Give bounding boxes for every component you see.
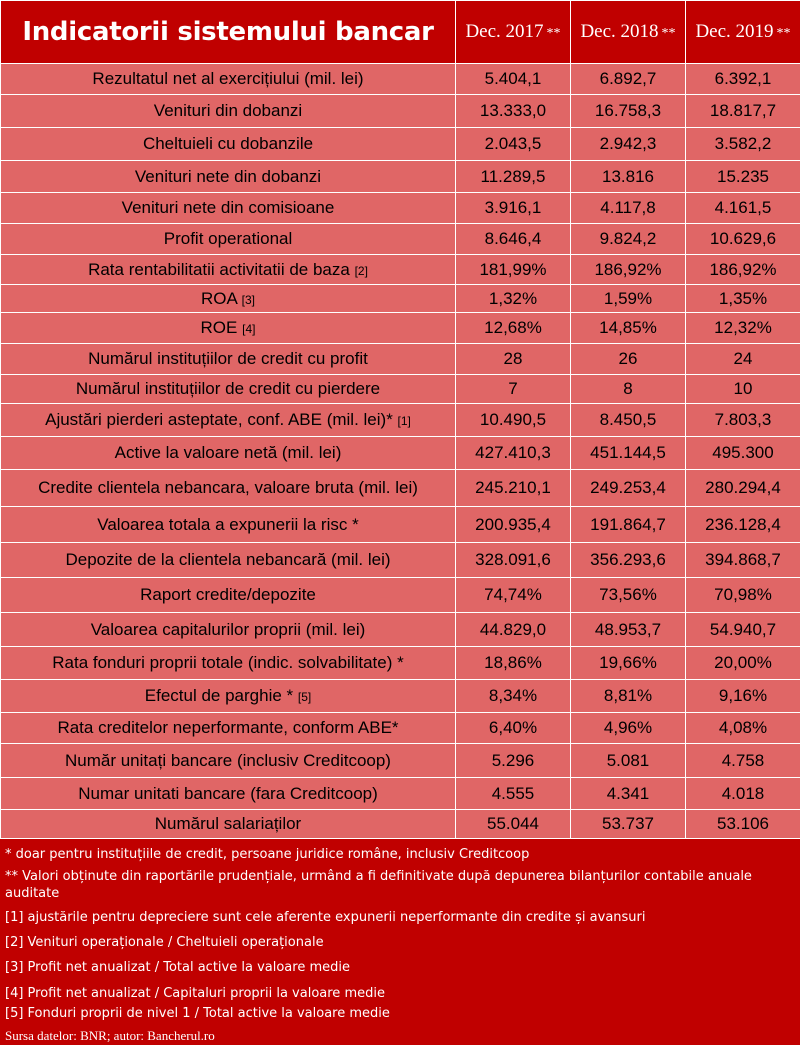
- table-row: [1, 95, 800, 128]
- column-header-2018: [571, 1, 686, 64]
- value-cell: 26: [571, 344, 686, 375]
- value-cell: 245.210,1: [456, 470, 571, 507]
- row-label-cell: [1, 778, 456, 810]
- value-cell: 186,92%: [686, 255, 800, 285]
- column-header-2019: [686, 1, 800, 64]
- row-label-cell: [1, 470, 456, 507]
- footnote: [1] ajustările pentru depreciere sunt cele aferente expunerii neperformante din credite și avansuri: [5, 910, 646, 925]
- value-cell: 15.235: [686, 161, 800, 193]
- table-row: [1, 778, 800, 810]
- table-row: [1, 578, 800, 613]
- column-header-mark: **: [776, 26, 791, 41]
- value-cell: 10: [686, 375, 800, 404]
- row-label-cell: [1, 647, 456, 680]
- value-cell: 5.404,1: [456, 64, 571, 95]
- value-cell: 1,32%: [456, 285, 571, 313]
- value-cell: 181,99%: [456, 255, 571, 285]
- footnote: [4] Profit net anualizat / Capitaluri proprii la valoare medie: [5, 986, 385, 1001]
- row-label: Venituri din dobanzi: [153, 101, 303, 120]
- row-label-cell: [1, 744, 456, 778]
- row-label-cell: [1, 810, 456, 839]
- value-cell: 1,59%: [571, 285, 686, 313]
- column-header-mark: **: [546, 26, 561, 41]
- row-label: ROE: [200, 318, 238, 337]
- row-label-cell: [1, 161, 456, 193]
- table-row: [1, 437, 800, 470]
- value-cell: 200.935,4: [456, 507, 571, 543]
- value-cell: 12,32%: [686, 313, 800, 344]
- value-cell: 3.916,1: [456, 193, 571, 224]
- row-label: Efectul de parghie *: [144, 686, 294, 705]
- value-cell: 4.341: [571, 778, 686, 810]
- value-cell: 8.450,5: [571, 404, 686, 437]
- row-label-cell: [1, 128, 456, 161]
- row-label: Venituri nete din dobanzi: [134, 166, 322, 186]
- table-row: [1, 647, 800, 680]
- row-label: ROA: [201, 288, 237, 308]
- value-cell: 394.868,7: [686, 543, 800, 578]
- footnote: [5] Fonduri proprii de nivel 1 / Total active la valoare medie: [5, 1006, 390, 1021]
- footnotes: [0, 839, 800, 1045]
- value-cell: 191.864,7: [571, 507, 686, 543]
- row-footnote-ref: [5]: [297, 690, 312, 704]
- column-header-label: Dec. 2018: [580, 21, 659, 42]
- row-label-cell: [1, 578, 456, 613]
- table-row: [1, 543, 800, 578]
- row-label: Active la valoare netă (mil. lei): [114, 443, 342, 462]
- row-label: Valoarea capitalurilor proprii (mil. lei): [90, 619, 366, 639]
- table-row: [1, 810, 800, 839]
- footnote: * doar pentru instituțiile de credit, persoane juridice române, inclusiv Creditcoop: [5, 847, 530, 862]
- value-cell: 53.106: [686, 810, 800, 839]
- row-label-cell: [1, 224, 456, 255]
- row-label-cell: [1, 375, 456, 404]
- value-cell: 236.128,4: [686, 507, 800, 543]
- value-cell: 18.817,7: [686, 95, 800, 128]
- row-label-cell: [1, 193, 456, 224]
- value-cell: 356.293,6: [571, 543, 686, 578]
- footnote: [3] Profit net anualizat / Total active la valoare medie: [5, 960, 350, 975]
- value-cell: 4,96%: [571, 713, 686, 744]
- table-row: [1, 744, 800, 778]
- column-header-label: Dec. 2017: [465, 21, 544, 42]
- row-label: Numar unitati bancare (fara Creditcoop): [78, 783, 378, 803]
- value-cell: 55.044: [456, 810, 571, 839]
- footnote: [2] Venituri operaționale / Cheltuieli operaționale: [5, 935, 324, 950]
- value-cell: 48.953,7: [571, 613, 686, 647]
- table-row: [1, 313, 800, 344]
- row-footnote-ref: [2]: [354, 263, 368, 278]
- value-cell: 5.081: [571, 744, 686, 778]
- value-cell: 20,00%: [686, 647, 800, 680]
- table-row: [1, 161, 800, 193]
- table-row: [1, 507, 800, 543]
- table-row: [1, 404, 800, 437]
- table-row: [1, 285, 800, 313]
- value-cell: 24: [686, 344, 800, 375]
- value-cell: 9,16%: [686, 680, 800, 713]
- value-cell: 19,66%: [571, 647, 686, 680]
- value-cell: 4.758: [686, 744, 800, 778]
- value-cell: 4.161,5: [686, 193, 800, 224]
- row-label-cell: [1, 95, 456, 128]
- row-label-cell: [1, 64, 456, 95]
- row-label: Rezultatul net al exercițiului (mil. lei): [92, 69, 364, 88]
- column-header-mark: **: [661, 26, 676, 41]
- row-label-cell: [1, 285, 456, 313]
- value-cell: 16.758,3: [571, 95, 686, 128]
- value-cell: 427.410,3: [456, 437, 571, 470]
- table-row: [1, 713, 800, 744]
- column-header-2017: [456, 1, 571, 64]
- value-cell: 249.253,4: [571, 470, 686, 507]
- row-label-cell: [1, 613, 456, 647]
- source-note: Sursa datelor: BNR; autor: Bancherul.ro: [5, 1028, 215, 1043]
- row-label: Numărul salariaților: [154, 814, 302, 833]
- footnote: ** Valori obținute din raportările prudențiale, urmând a fi definitivate după depunerea bilanțurilor contabile anuale auditate: [5, 869, 752, 901]
- value-cell: 70,98%: [686, 578, 800, 613]
- value-cell: 451.144,5: [571, 437, 686, 470]
- value-cell: 2.043,5: [456, 128, 571, 161]
- row-label: Profit operational: [163, 229, 293, 248]
- value-cell: 11.289,5: [456, 161, 571, 193]
- row-footnote-ref: [1]: [397, 414, 411, 428]
- row-label-cell: [1, 344, 456, 375]
- value-cell: 74,74%: [456, 578, 571, 613]
- value-cell: 6,40%: [456, 713, 571, 744]
- value-cell: 6.892,7: [571, 64, 686, 95]
- row-label-cell: [1, 680, 456, 713]
- table-title: Indicatorii sistemului bancar: [1, 1, 456, 64]
- row-label: Ajustări pierderi asteptate, conf. ABE (mil. lei)*: [45, 410, 393, 429]
- value-cell: 8,34%: [456, 680, 571, 713]
- row-footnote-ref: [3]: [241, 292, 255, 307]
- row-label: Rata rentabilitatii activitatii de baza: [88, 259, 350, 279]
- table-row: [1, 64, 800, 95]
- table-row: [1, 613, 800, 647]
- row-label: Număr unitați bancare (inclusiv Creditcoop): [65, 750, 391, 770]
- value-cell: 44.829,0: [456, 613, 571, 647]
- row-label: Valoarea totala a expunerii la risc *: [97, 514, 359, 534]
- table-row: [1, 255, 800, 285]
- row-label-cell: [1, 313, 456, 344]
- value-cell: 4.555: [456, 778, 571, 810]
- value-cell: 7: [456, 375, 571, 404]
- table-row: [1, 680, 800, 713]
- column-header-label: Dec. 2019: [695, 21, 774, 42]
- table-body: [1, 64, 800, 839]
- value-cell: 2.942,3: [571, 128, 686, 161]
- row-label-cell: [1, 255, 456, 285]
- value-cell: 54.940,7: [686, 613, 800, 647]
- value-cell: 28: [456, 344, 571, 375]
- table-row: [1, 224, 800, 255]
- row-label: Rata creditelor neperformante, conform ABE*: [57, 718, 399, 737]
- value-cell: 8.646,4: [456, 224, 571, 255]
- value-cell: 8: [571, 375, 686, 404]
- row-label: Credite clientela nebancara, valoare bruta (mil. lei): [38, 478, 418, 497]
- value-cell: 10.490,5: [456, 404, 571, 437]
- row-label: Cheltuieli cu dobanzile: [142, 134, 314, 153]
- row-label: Venituri nete din comisioane: [121, 198, 335, 217]
- value-cell: 1,35%: [686, 285, 800, 313]
- value-cell: 73,56%: [571, 578, 686, 613]
- row-label: Numărul instituțiilor de credit cu profit: [88, 349, 368, 368]
- row-label: Numărul instituțiilor de credit cu pierdere: [75, 379, 381, 398]
- table-header-row: [1, 1, 800, 64]
- value-cell: 4,08%: [686, 713, 800, 744]
- value-cell: 3.582,2: [686, 128, 800, 161]
- value-cell: 4.018: [686, 778, 800, 810]
- value-cell: 12,68%: [456, 313, 571, 344]
- value-cell: 328.091,6: [456, 543, 571, 578]
- table-row: [1, 375, 800, 404]
- value-cell: 18,86%: [456, 647, 571, 680]
- table-row: [1, 344, 800, 375]
- row-label-cell: [1, 713, 456, 744]
- row-label: Depozite de la clientela nebancară (mil. lei): [65, 550, 391, 569]
- value-cell: 280.294,4: [686, 470, 800, 507]
- value-cell: 53.737: [571, 810, 686, 839]
- value-cell: 5.296: [456, 744, 571, 778]
- value-cell: 14,85%: [571, 313, 686, 344]
- value-cell: 6.392,1: [686, 64, 800, 95]
- table-row: [1, 128, 800, 161]
- value-cell: 9.824,2: [571, 224, 686, 255]
- row-footnote-ref: [4]: [242, 322, 256, 336]
- row-label-cell: [1, 507, 456, 543]
- row-label: Raport credite/depozite: [140, 585, 316, 604]
- value-cell: 13.333,0: [456, 95, 571, 128]
- value-cell: 8,81%: [571, 680, 686, 713]
- value-cell: 186,92%: [571, 255, 686, 285]
- table-row: [1, 193, 800, 224]
- row-label-cell: [1, 437, 456, 470]
- value-cell: 10.629,6: [686, 224, 800, 255]
- row-label: Rata fonduri proprii totale (indic. solvabilitate) *: [52, 653, 404, 672]
- value-cell: 13.816: [571, 161, 686, 193]
- row-label-cell: [1, 543, 456, 578]
- value-cell: 7.803,3: [686, 404, 800, 437]
- value-cell: 4.117,8: [571, 193, 686, 224]
- value-cell: 495.300: [686, 437, 800, 470]
- row-label-cell: [1, 404, 456, 437]
- table-row: [1, 470, 800, 507]
